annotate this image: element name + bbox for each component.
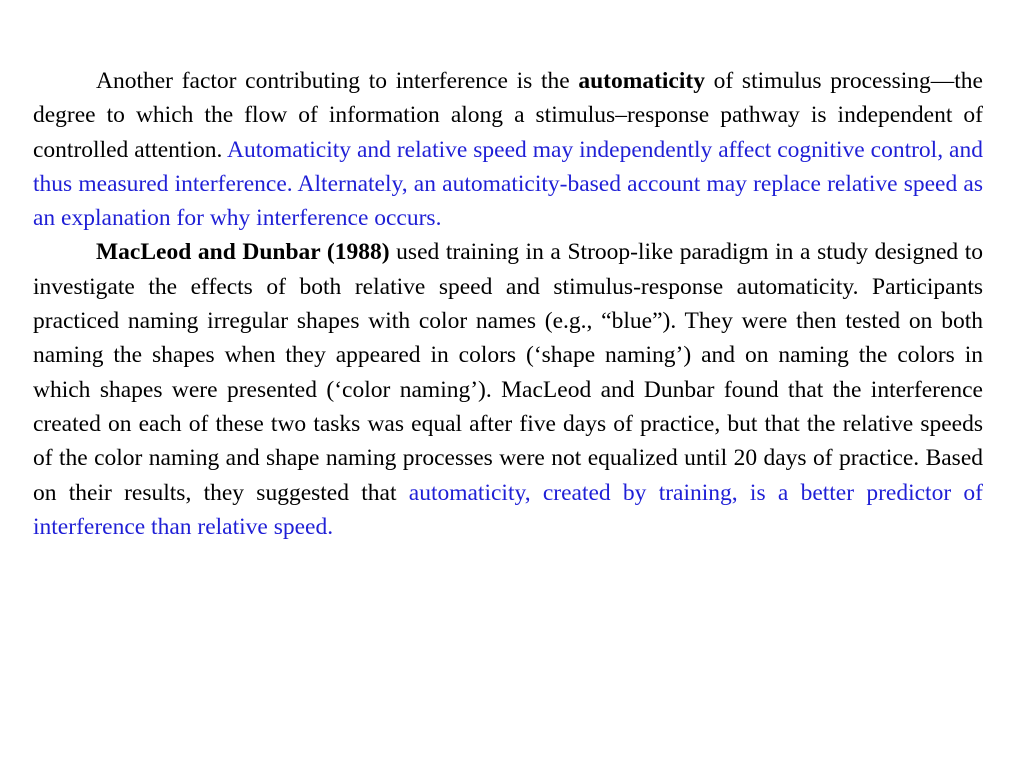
paragraph2-text-a: used training in a Stroop-like paradigm in a study designed to investigate the effects of both relative speed and stimulus-response automaticity. Participants practiced naming irregular shapes with color names (e.g., “blue”). They were then tested on both naming the shapes when they appeared in colors (‘shape naming’) and on naming the colors in which shapes were presented (‘color naming’). MacLeod and Dunbar found that the interference created on each of these two tasks was equal after five days of practice, but that the relative speeds of the color naming and shape naming processes were not equalized until 20 days of practice. Based on their results, they suggested that [33,239,984,506]
paragraph1-highlight: Automaticity and relative speed may independently affect cognitive control, and thus measured interference. Alternately, an automaticity-based account may replace relative speed as an explanation for why interference occurs. [33,136,983,232]
paragraph1-text-a: Another factor contributing to interference is the [96,68,579,94]
paragraph-automaticity [33,64,983,235]
paragraph1-text-b: of stimulus processing—the degree to which the flow of information along a stimulus–response pathway is independent of controlled attention. [33,68,983,163]
citation: MacLeod and Dunbar (1988) [96,239,390,266]
paragraph-macleod-dunbar [33,235,983,544]
paragraph2-highlight: automaticity, created by training, is a better predictor of interference than relative speed. [33,479,983,540]
slide-body [33,64,983,544]
automaticity-term: automaticity [578,68,705,94]
